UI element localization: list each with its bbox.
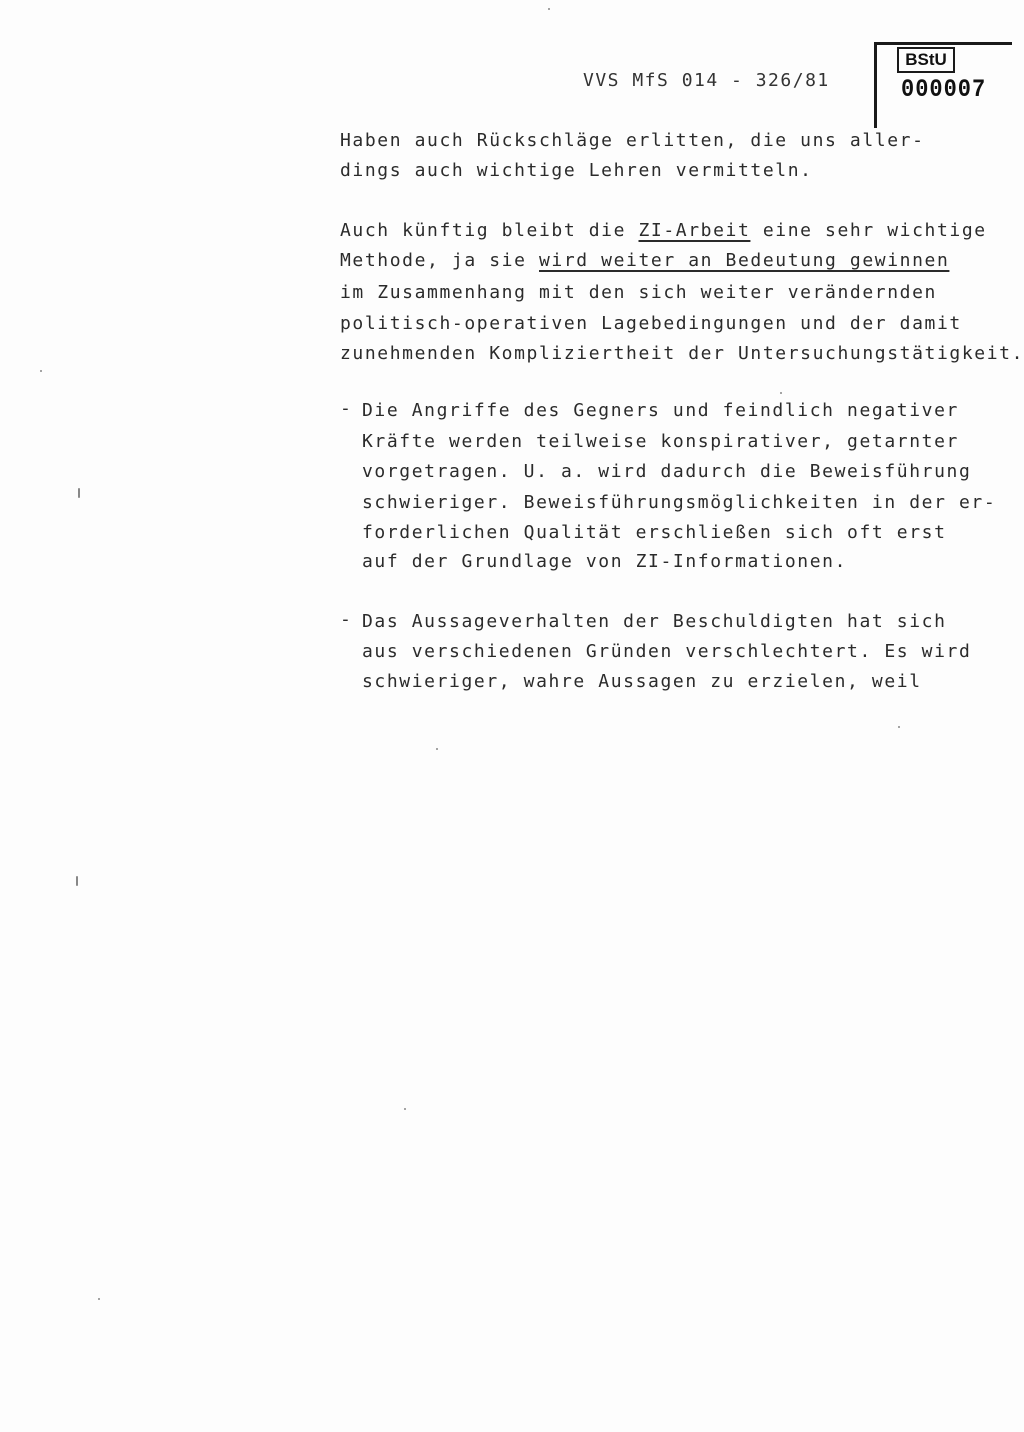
bullet1-line1: Die Angriffe des Gegners und feindlich negativer	[362, 400, 959, 421]
bullet2-dash: -	[340, 609, 351, 630]
bullet1-line5: forderlichen Qualität erschließen sich oft erst	[362, 522, 947, 543]
bullet2-line2: aus verschiedenen Gründen verschlechtert. Es wird	[362, 641, 972, 662]
paragraph2-line3: im Zusammenhang mit den sich weiter verändernden	[340, 282, 937, 303]
scan-speck	[436, 748, 438, 750]
paragraph2-line2	[340, 250, 949, 271]
paragraph2-line4: politisch-operativen Lagebedingungen und der damit	[340, 313, 962, 334]
paragraph2-line1-pre: Auch künftig bleibt die	[340, 220, 639, 241]
bullet1-line4: schwieriger. Beweisführungsmöglichkeiten in der er-	[362, 492, 997, 513]
paragraph1-line1: Haben auch Rückschläge erlitten, die uns aller-	[340, 130, 925, 151]
scan-speck	[76, 876, 78, 886]
paragraph2-line5: zunehmenden Kompliziertheit der Untersuchungstätigkeit.	[340, 343, 1024, 364]
underlined-phrase: wird weiter an Bedeutung gewinnen	[539, 250, 950, 271]
bullet2-line3: schwieriger, wahre Aussagen zu erzielen, weil	[362, 671, 922, 692]
bullet1-line3: vorgetragen. U. a. wird dadurch die Beweisführung	[362, 461, 972, 482]
bullet1-line6: auf der Grundlage von ZI-Informationen.	[362, 551, 848, 572]
scan-speck	[78, 488, 80, 498]
scan-speck	[40, 370, 42, 372]
bullet2-line1: Das Aussageverhalten der Beschuldigten hat sich	[362, 611, 947, 632]
bullet1-line2: Kräfte werden teilweise konspirativer, getarnter	[362, 431, 959, 452]
scan-speck	[780, 392, 782, 394]
paragraph2-line1	[340, 220, 987, 241]
paragraph2-line2-pre: Methode, ja sie	[340, 250, 539, 271]
scan-speck	[404, 1108, 406, 1110]
paragraph1-line2: dings auch wichtige Lehren vermitteln.	[340, 160, 813, 181]
bullet1-dash: -	[340, 398, 351, 419]
scan-speck	[98, 1298, 100, 1300]
stamp-agency-label: BStU	[897, 47, 955, 73]
scan-speck	[548, 8, 550, 10]
stamp-page-number: 000007	[901, 75, 987, 104]
document-reference: VVS MfS 014 - 326/81	[583, 70, 830, 91]
paragraph2-line1-post: eine sehr wichtige	[750, 220, 987, 241]
archive-stamp	[874, 42, 1012, 128]
scan-speck	[898, 726, 900, 728]
underlined-term-zi-arbeit: ZI-Arbeit	[638, 220, 751, 241]
